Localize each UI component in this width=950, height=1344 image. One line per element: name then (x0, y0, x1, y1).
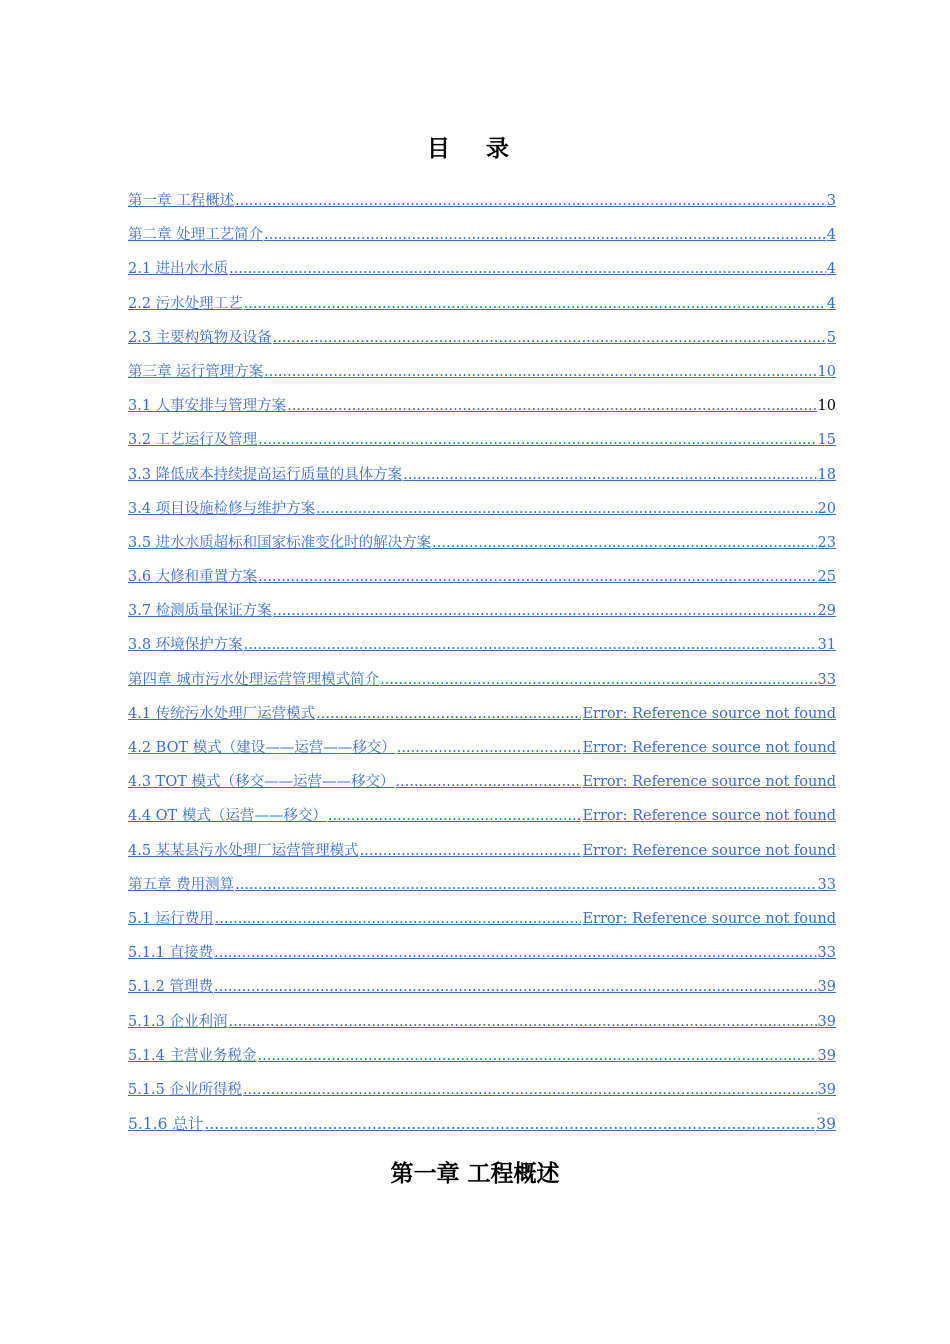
toc-dot-leader (258, 560, 816, 594)
toc-dot-leader (397, 731, 582, 765)
toc-page-number[interactable]: Error: Reference source not found (582, 774, 836, 791)
toc-dot-leader (204, 1107, 815, 1141)
toc-entry-link[interactable] (128, 868, 818, 902)
toc-page-number[interactable]: 4 (826, 227, 836, 244)
toc-entry-label[interactable]: 第二章 处理工艺简介 (128, 227, 264, 244)
toc-entry-label[interactable]: 4.2 BOT 模式（建设——运营——移交） (128, 740, 396, 756)
toc-entry[interactable] (128, 252, 836, 286)
toc-entry-label[interactable]: 5.1.1 直接费 (128, 945, 214, 962)
toc-page-number[interactable]: 39 (817, 1047, 836, 1064)
toc-entry-link[interactable] (128, 492, 818, 526)
toc-entry-label[interactable]: 第四章 城市污水处理运营管理模式简介 (128, 671, 380, 688)
toc-entry[interactable] (128, 697, 836, 731)
toc-dot-leader (235, 184, 826, 218)
toc-dot-leader (229, 252, 826, 286)
toc-dot-leader (214, 970, 817, 1004)
toc-entry-link[interactable] (128, 799, 582, 833)
toc-entry-label[interactable]: 2.1 进出水水质 (128, 261, 229, 278)
toc-entry-label[interactable]: 4.4 OT 模式（运营——移交） (128, 808, 327, 825)
toc-entry-link[interactable] (128, 902, 582, 936)
toc-entry[interactable] (128, 287, 836, 321)
toc-dot-leader (214, 936, 817, 970)
toc-entry[interactable] (128, 628, 836, 662)
toc-entry[interactable] (128, 526, 836, 560)
toc-entry-link[interactable] (128, 423, 818, 457)
toc-page-number[interactable]: 33 (817, 945, 836, 962)
toc-entry-link[interactable] (128, 1039, 818, 1073)
toc-entry[interactable] (128, 799, 836, 833)
toc-dot-leader (243, 1073, 817, 1107)
toc-entry[interactable] (128, 1107, 836, 1141)
toc-entry[interactable] (128, 1005, 836, 1039)
toc-entry-label[interactable]: 5.1.3 企业利润 (128, 1013, 228, 1030)
toc-entry-link[interactable] (128, 731, 582, 765)
table-of-contents (128, 184, 836, 1141)
toc-entry-link[interactable] (128, 663, 818, 697)
toc-entry-label[interactable]: 2.2 污水处理工艺 (128, 295, 243, 312)
toc-page-number[interactable]: 39 (817, 1013, 836, 1030)
toc-entry-link[interactable] (128, 184, 827, 218)
toc-entry[interactable] (128, 902, 836, 936)
toc-dot-leader (316, 492, 816, 526)
toc-dot-leader (316, 697, 581, 731)
toc-entry-label[interactable]: 3.8 环境保护方案 (128, 637, 243, 654)
toc-page-number[interactable]: 10 (817, 398, 836, 415)
toc-page-number[interactable]: 4 (826, 295, 836, 312)
toc-entry-link[interactable] (128, 1005, 818, 1039)
toc-page-number[interactable]: 20 (817, 500, 836, 517)
toc-entry-label[interactable]: 第一章 工程概述 (128, 193, 235, 209)
toc-entry-label[interactable]: 4.5 某某县污水处理厂运营管理模式 (128, 842, 359, 859)
toc-entry-label[interactable]: 3.2 工艺运行及管理 (128, 432, 258, 449)
toc-page-number[interactable]: Error: Reference source not found (582, 705, 836, 722)
toc-entry[interactable] (128, 1073, 836, 1107)
toc-entry-link[interactable] (128, 218, 827, 252)
toc-entry[interactable] (128, 936, 836, 970)
toc-page-number[interactable]: 23 (817, 534, 836, 551)
toc-entry-label[interactable]: 4.3 TOT 模式（移交——运营——移交） (128, 774, 395, 791)
toc-page-number[interactable]: 25 (817, 569, 836, 586)
toc-entry[interactable] (128, 731, 836, 765)
toc-entry-label[interactable]: 3.5 进水水质超标和国家标准变化时的解决方案 (128, 534, 432, 551)
toc-entry-label[interactable]: 3.3 降低成本持续提高运行质量的具体方案 (128, 466, 403, 483)
toc-entry[interactable] (128, 218, 836, 252)
toc-page-number[interactable]: 39 (816, 1115, 836, 1134)
toc-entry[interactable] (128, 663, 836, 697)
toc-entry[interactable] (128, 389, 836, 423)
toc-entry-label[interactable]: 4.1 传统污水处理厂运营模式 (128, 705, 316, 722)
toc-page-number[interactable]: 31 (817, 637, 836, 654)
toc-dot-leader (396, 765, 582, 799)
toc-page-number[interactable]: 4 (826, 261, 836, 278)
toc-dot-leader (229, 1005, 817, 1039)
toc-entry[interactable] (128, 970, 836, 1004)
toc-entry-label[interactable]: 5.1.2 管理费 (128, 979, 214, 996)
toc-entry-link[interactable] (128, 560, 818, 594)
toc-entry[interactable] (128, 765, 836, 799)
toc-dot-leader (273, 594, 817, 628)
toc-entry-label[interactable]: 3.4 项目设施检修与维护方案 (128, 500, 316, 517)
toc-entry-label[interactable]: 5.1.6 总计 (128, 1115, 204, 1134)
toc-entry-label[interactable]: 3.1 人事安排与管理方案 (128, 398, 287, 415)
toc-entry-link[interactable] (128, 970, 818, 1004)
toc-dot-leader (328, 799, 582, 833)
toc-entry-link[interactable] (128, 458, 818, 492)
toc-page-number[interactable]: 33 (817, 876, 836, 893)
toc-entry-label[interactable]: 5.1.4 主营业务税金 (128, 1047, 257, 1064)
toc-entry[interactable] (128, 184, 836, 218)
toc-entry-label[interactable]: 5.1.5 企业所得税 (128, 1081, 243, 1098)
toc-page-number[interactable]: 18 (817, 466, 836, 483)
toc-dot-leader (244, 287, 826, 321)
toc-page-number[interactable]: 3 (826, 193, 836, 209)
toc-entry-label[interactable]: 5.1 运行费用 (128, 910, 214, 927)
toc-page-number[interactable]: Error: Reference source not found (582, 808, 836, 825)
toc-entry-link[interactable] (128, 252, 827, 286)
toc-dot-leader (258, 423, 816, 457)
toc-entry-label[interactable]: 第五章 费用测算 (128, 876, 235, 893)
toc-entry[interactable] (128, 321, 836, 355)
toc-dot-leader (215, 902, 582, 936)
toc-entry-link[interactable] (128, 834, 582, 868)
toc-entry-link[interactable] (128, 287, 827, 321)
toc-entry[interactable] (128, 423, 836, 457)
toc-dot-leader (264, 355, 816, 389)
toc-dot-leader (380, 663, 816, 697)
toc-entry[interactable] (128, 834, 836, 868)
toc-entry-label[interactable]: 2.3 主要构筑物及设备 (128, 329, 272, 346)
toc-page-number[interactable]: Error: Reference source not found (582, 910, 836, 927)
toc-entry-label[interactable]: 3.6 大修和重置方案 (128, 569, 258, 586)
toc-page-number[interactable]: Error: Reference source not found (582, 740, 836, 756)
toc-entry-link[interactable] (128, 594, 818, 628)
toc-entry[interactable] (128, 868, 836, 902)
toc-dot-leader (258, 1039, 817, 1073)
toc-entry[interactable] (128, 1039, 836, 1073)
toc-page-number[interactable]: 15 (817, 432, 836, 449)
toc-entry-link[interactable] (128, 389, 818, 423)
toc-entry-label[interactable]: 第三章 运行管理方案 (128, 363, 264, 380)
toc-entry-link[interactable] (128, 1073, 818, 1107)
toc-entry[interactable] (128, 492, 836, 526)
toc-dot-leader (235, 868, 816, 902)
toc-entry[interactable] (128, 560, 836, 594)
toc-page-number[interactable]: 5 (826, 329, 836, 346)
toc-page-number[interactable]: 33 (817, 671, 836, 688)
toc-page-number[interactable]: 29 (817, 603, 836, 620)
toc-title: 目 录 (426, 136, 523, 162)
toc-entry-label[interactable]: 3.7 检测质量保证方案 (128, 603, 272, 620)
toc-dot-leader (273, 321, 826, 355)
toc-entry-link[interactable] (128, 1107, 816, 1141)
toc-entry[interactable] (128, 458, 836, 492)
toc-dot-leader (264, 218, 826, 252)
toc-dot-leader (244, 628, 817, 662)
toc-entry[interactable] (128, 594, 836, 628)
toc-entry-link[interactable] (128, 697, 582, 731)
toc-entry-link[interactable] (128, 936, 818, 970)
toc-page-number[interactable]: 10 (817, 363, 836, 380)
chapter-heading: 第一章 工程概述 (390, 1161, 560, 1187)
toc-page-number[interactable]: Error: Reference source not found (582, 842, 836, 859)
toc-entry-link[interactable] (128, 628, 818, 662)
toc-entry-link[interactable] (128, 321, 827, 355)
toc-dot-leader (287, 389, 816, 423)
toc-entry-link[interactable] (128, 526, 818, 560)
toc-page-number[interactable]: 39 (817, 1081, 836, 1098)
toc-entry[interactable] (128, 355, 836, 389)
toc-page-number[interactable]: 39 (817, 979, 836, 996)
toc-entry-link[interactable] (128, 355, 818, 389)
toc-entry-link[interactable] (128, 765, 582, 799)
toc-dot-leader (360, 834, 582, 868)
toc-dot-leader (432, 526, 816, 560)
toc-dot-leader (403, 458, 816, 492)
